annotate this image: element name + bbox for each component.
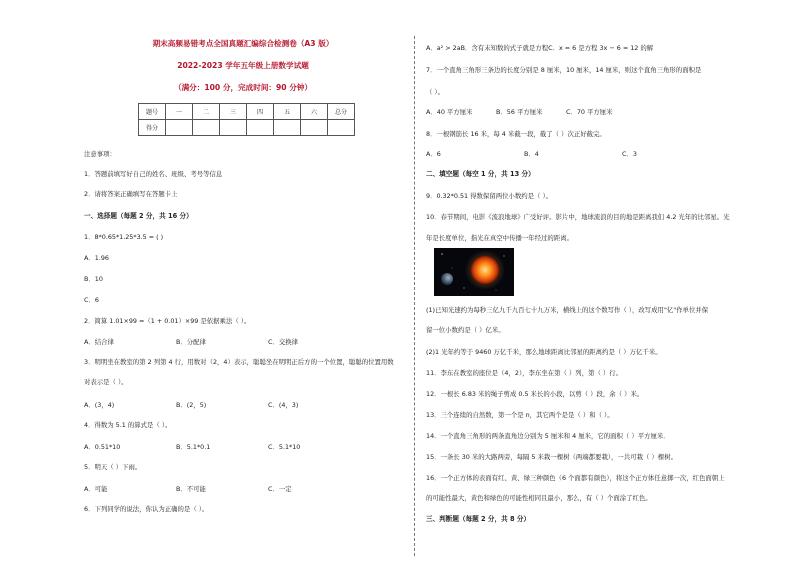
q1-option-b[interactable]: B．10 — [84, 275, 103, 283]
question-7-blank: （ ）。 — [426, 88, 445, 96]
question-1: 1．8*0.65*1.25*3.5 = ( ) — [84, 233, 164, 241]
question-12: 12．一根长 6.83 米的绳子剪成 0.5 米长的小段，以剪（ ）段，余（ ）米。 — [426, 390, 644, 398]
q8-option-a[interactable]: A．6 — [426, 150, 441, 158]
sun-earth-illustration — [434, 248, 514, 296]
q4-option-a[interactable]: A．0.51*10 — [84, 443, 121, 451]
question-3-line1: 3．明明坐在教室的第 2 列第 4 行，用数对（2，4）表示，聪聪坐在明明正后方的一个位置，聪聪的位置用数 — [84, 358, 394, 366]
question-10-1-line1: (1)已知光速约为每秒三亿九千九百七十九万米，横线上的这个数写作（ ），改写成用"亿"作单位并保 — [426, 306, 709, 314]
question-2: 2．简算 1.01×99 =（1 + 0.01）×99 是依据乘法（ ）。 — [84, 317, 251, 325]
q2-option-a[interactable]: A．结合律 — [84, 338, 114, 346]
question-3-line2: 对表示是（ ）。 — [84, 378, 128, 386]
question-14: 14．一个直角三角形的两条直角边分别为 5 厘米和 4 厘米，它的面积（ ）平方厘米． — [426, 432, 670, 440]
q3-option-b[interactable]: B．(2，5) — [176, 401, 207, 409]
q6-option-line[interactable]: A．a² > 2aB．含有未知数的式子就是方程C．x = 6 是方程 3x − 6 = 12 的解 — [426, 44, 654, 52]
q2-option-c[interactable]: C．交换律 — [268, 338, 299, 346]
q4-option-c[interactable]: C．5.1*10 — [268, 443, 301, 451]
section-judge-title: 三、判断题（每题 2 分，共 8 分） — [426, 515, 531, 523]
question-11: 11．李东在教室的座位是（4，2），李东坐在第（ ）列，第（ ）行。 — [426, 369, 623, 377]
exam-title: 期末高频易错考点全国真题汇编综合检测卷（A3 版） — [152, 39, 334, 48]
question-7: 7．一个直角三角形三条边的长度分别是 8 厘米，10 厘米，14 厘米，则这个直角三角形的面积是 — [426, 66, 702, 74]
question-8: 8．一根钢筋长 16 米，每 4 米截一段，截了（ ）次正好截完。 — [426, 130, 606, 138]
question-6: 6．下列同学的说法，你认为正确的是（ ）。 — [84, 505, 209, 513]
score-table-header-row — [139, 104, 355, 120]
question-10-line2: 年是长度单位，指光在真空中传播一年经过的距离。 — [426, 234, 573, 242]
q4-option-b[interactable]: B．5.1*0.1 — [176, 443, 211, 451]
score-header-cell: 一 — [166, 104, 193, 120]
question-5: 5．明天（ ）下雨。 — [84, 463, 142, 471]
question-10-line1: 10．春节期间，电影《流浪地球》广受好评。影片中，地球流浪的目的地是距离我们 4.2 光年的比邻星。光 — [426, 213, 730, 221]
question-10-2: (2)1 光年约等于 9460 万亿千米，那么地球距离比邻星的距离约是（ ）万亿千米。 — [426, 348, 662, 356]
question-9: 9．0.32*0.51 得数保留两位小数约是（ ）。 — [426, 192, 553, 200]
score-cell[interactable] — [166, 120, 193, 136]
question-13: 13．三个连续的自然数，第一个是 n，其它两个是是（ ）和（ ）。 — [426, 411, 614, 419]
question-15: 15．一条长 30 米的大路两旁，每隔 5 米栽一棵树（两端都要栽），一共可栽（ ）棵树。 — [426, 453, 677, 461]
exam-subtitle: 2022-2023 学年五年级上册数学试题 — [177, 61, 309, 70]
score-header-cell: 三 — [220, 104, 247, 120]
sun-icon — [471, 256, 499, 284]
exam-info: （满分：100 分，完成时间：90 分钟） — [173, 83, 313, 92]
score-header-cell: 总分 — [328, 104, 355, 120]
score-header-cell: 题号 — [139, 104, 166, 120]
score-table-score-row — [139, 120, 355, 136]
score-header-cell: 四 — [247, 104, 274, 120]
q1-option-c[interactable]: C．6 — [84, 296, 99, 304]
score-cell[interactable] — [220, 120, 247, 136]
q3-option-c[interactable]: C．(4，3) — [268, 401, 299, 409]
q8-option-c[interactable]: C．3 — [622, 150, 637, 158]
q1-option-a[interactable]: A．1.96 — [84, 254, 109, 262]
q7-option-c[interactable]: C．70 平方厘米 — [566, 108, 613, 116]
score-cell[interactable] — [274, 120, 301, 136]
score-table — [138, 103, 355, 136]
score-row-label: 得分 — [139, 120, 166, 136]
score-header-cell: 六 — [301, 104, 328, 120]
note-item: 1．答题前填写好自己的姓名、班级、考号等信息 — [84, 170, 223, 178]
score-header-cell: 二 — [193, 104, 220, 120]
q5-option-c[interactable]: C．一定 — [268, 485, 292, 493]
score-cell[interactable] — [193, 120, 220, 136]
score-header-cell: 五 — [274, 104, 301, 120]
q7-option-a[interactable]: A．40 平方厘米 — [426, 108, 473, 116]
q2-option-b[interactable]: B．分配律 — [176, 338, 206, 346]
question-16-line1: 16．一个正方体的表面有红、黄、绿三种颜色（6 个面都有颜色），将这个正方体任意掷一次，红色面朝上 — [426, 474, 725, 482]
score-cell[interactable] — [247, 120, 274, 136]
column-divider — [414, 36, 415, 556]
q5-option-b[interactable]: B．不可能 — [176, 485, 206, 493]
q3-option-a[interactable]: A．(3，4) — [84, 401, 115, 409]
q5-option-a[interactable]: A．可能 — [84, 485, 108, 493]
question-16-line2: 的可能性最大，黄色和绿色的可能性相同且最小，那么，有（ ）个面涂了红色。 — [426, 494, 652, 502]
space-image — [434, 248, 514, 296]
question-4: 4．得数为 5.1 的算式是（ ）。 — [84, 421, 172, 429]
q7-option-b[interactable]: B．56 平方厘米 — [496, 108, 543, 116]
planet-icon — [441, 273, 453, 285]
section-fill-title: 二、填空题（每空 1 分，共 13 分） — [426, 170, 535, 178]
q8-option-b[interactable]: B．4 — [524, 150, 539, 158]
score-cell[interactable] — [301, 120, 328, 136]
section-choice-title: 一、选择题（每题 2 分，共 16 分） — [84, 212, 193, 220]
score-cell[interactable] — [328, 120, 355, 136]
notes-title: 注意事项： — [84, 150, 116, 158]
question-10-1-line2: 留一位小数约是（ ）亿米。 — [426, 326, 505, 334]
note-item: 2．请将答案正确填写在答题卡上 — [84, 190, 178, 198]
